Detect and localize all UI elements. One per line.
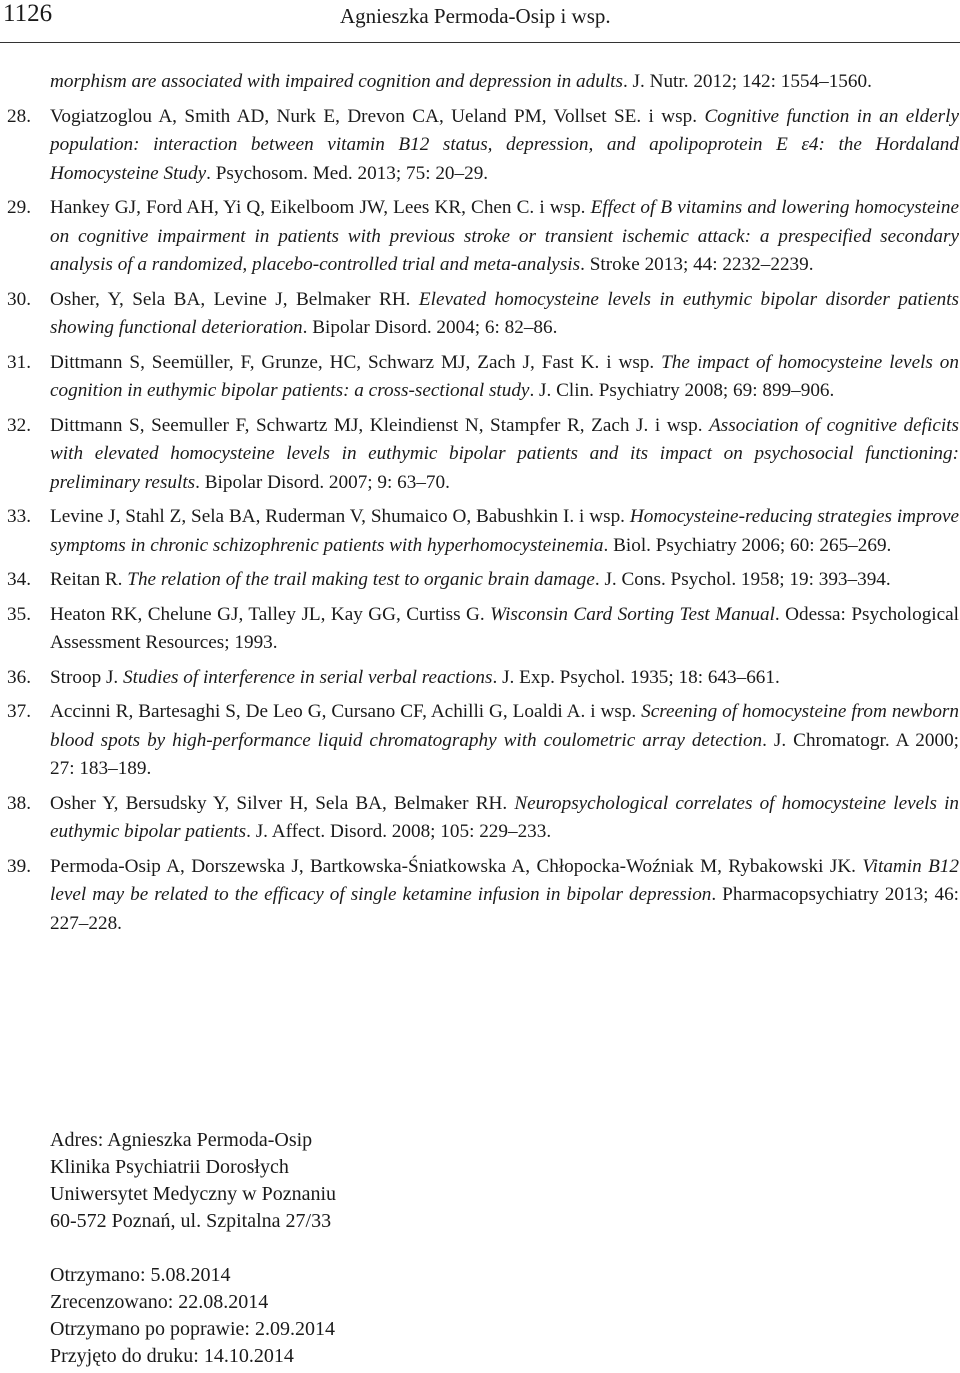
reference-number: 35.: [7, 603, 31, 625]
reference-title: Homocysteine-reducing strategies improve symptoms in chronic schizophrenic patients with hyperhomocysteinemia: [50, 506, 959, 556]
reference-source: . Psychosom. Med. 2013; 75: 20–29.: [206, 162, 489, 184]
reference-authors: Reitan R.: [50, 569, 128, 590]
reference-source: . Pharmacopsychiatry 2013; 46: 227–228.: [50, 884, 959, 934]
date-revised: Otrzymano po poprawie: 2.09.2014: [50, 1318, 335, 1340]
reference-number: 32.: [7, 414, 31, 436]
running-head: Agnieszka Permoda-Osip i wsp.: [340, 4, 611, 28]
date-received: Otrzymano: 5.08.2014: [50, 1264, 231, 1286]
reference-authors: Levine J, Stahl Z, Sela BA, Ruderman V, Shumaico O, Babushkin I. i wsp.: [50, 506, 630, 527]
reference-authors: Osher Y, Bersudsky Y, Silver H, Sela BA, Belmaker RH.: [50, 792, 515, 814]
reference-title: Elevated homocysteine levels in euthymic bipolar disorder patients showing functional deterioration: [50, 288, 959, 338]
reference-number: 37.: [7, 701, 31, 722]
reference-item: [7, 349, 959, 406]
reference-authors: Stroop J.: [50, 666, 124, 688]
publication-dates: [50, 1262, 335, 1370]
reference-item: [7, 103, 959, 189]
reference-authors: Dittmann S, Seemüller, F, Grunze, HC, Schwarz MJ, Zach J, Fast K. i wsp.: [50, 351, 662, 373]
reference-source: . J. Nutr. 2012; 142: 1554–1560.: [622, 71, 872, 92]
reference-item: [7, 664, 959, 693]
page-header: [0, 0, 960, 43]
reference-title: Cognitive function in an elderly population: interaction between vitamin B12 status, depression, and apolipoprotein E ε4: the Hordaland Homocysteine Study: [50, 105, 959, 184]
reference-source: . Biol. Psychiatry 2006; 60: 265–269.: [603, 534, 892, 556]
reference-title: Effect of B vitamins and lowering homocysteine on cognitive impairment in patients with previous stroke or transient ischemic attack: a prespecified secondary analysis of a randomized, placebo-controlled trial and meta-analysis: [50, 197, 959, 275]
reference-number: 38.: [7, 792, 31, 814]
reference-number: 28.: [7, 105, 31, 127]
reference-item: [7, 412, 959, 498]
reference-item: [7, 601, 959, 658]
reference-source: . J. Cons. Psychol. 1958; 19: 393–394.: [594, 569, 891, 590]
reference-authors: Dittmann S, Seemuller F, Schwartz MJ, Kleindienst N, Stampfer R, Zach J. i wsp.: [50, 414, 710, 436]
reference-authors: Permoda-Osip A, Dorszewska J, Bartkowska-Śniatkowska A, Chłopocka-Woźniak M, Rybakowski JK.: [50, 855, 863, 877]
reference-item: [7, 68, 959, 97]
reference-number: 36.: [7, 666, 31, 688]
address-line: Klinika Psychiatrii Dorosłych: [50, 1156, 289, 1178]
reference-source: . Bipolar Disord. 2007; 9: 63–70.: [195, 471, 450, 493]
reference-title: Studies of interference in serial verbal reactions: [123, 666, 493, 688]
reference-authors: Heaton RK, Chelune GJ, Talley JL, Kay GG, Curtiss G.: [50, 603, 491, 625]
reference-number: 31.: [7, 351, 31, 373]
reference-number: 29.: [7, 197, 31, 218]
reference-source: . J. Exp. Psychol. 1935; 18: 643–661.: [492, 666, 780, 688]
date-reviewed: Zrecenzowano: 22.08.2014: [50, 1291, 269, 1313]
reference-title: morphism are associated with impaired cognition and depression in adults: [50, 71, 623, 92]
reference-number: 39.: [7, 855, 31, 877]
page-number: 1126: [3, 0, 53, 27]
reference-source: . Stroke 2013; 44: 2232–2239.: [580, 254, 814, 275]
reference-number: 30.: [7, 288, 31, 310]
reference-title: Neuropsychological correlates of homocysteine levels in euthymic bipolar patients: [50, 792, 959, 842]
reference-title: The impact of homocysteine levels on cognition in euthymic bipolar patients: a cross-sectional study: [50, 351, 959, 401]
address-line: 60-572 Poznań, ul. Szpitalna 27/33: [50, 1210, 332, 1232]
reference-item: [7, 853, 959, 939]
date-accepted: Przyjęto do druku: 14.10.2014: [50, 1345, 294, 1367]
reference-list: [7, 68, 959, 944]
reference-authors: Vogiatzoglou A, Smith AD, Nurk E, Drevon CA, Ueland PM, Vollset SE. i wsp.: [50, 105, 705, 127]
reference-authors: Hankey GJ, Ford AH, Yi Q, Eikelboom JW, Lees KR, Chen C. i wsp.: [50, 197, 591, 218]
reference-title: Association of cognitive deficits with elevated homocysteine levels in euthymic bipolar patients and its impact on psychosocial functioning: preliminary results: [50, 414, 959, 493]
reference-source: . J. Clin. Psychiatry 2008; 69: 899–906.: [529, 380, 835, 401]
reference-title: Vitamin B12 level may be related to the efficacy of single ketamine infusion in bipolar depression: [50, 855, 959, 905]
address-line: Adres: Agnieszka Permoda-Osip: [50, 1129, 313, 1151]
reference-item: [7, 698, 959, 784]
reference-item: [7, 790, 959, 847]
reference-title: Screening of homocysteine from newborn blood spots by high-performance liquid chromatography with coulometric array detection: [50, 701, 959, 751]
reference-source: . J. Chromatogr. A 2000; 27: 183–189.: [50, 729, 959, 779]
address-line: Uniwersytet Medyczny w Poznaniu: [50, 1183, 337, 1205]
correspondence-address: [50, 1127, 336, 1235]
reference-source: . Odessa: Psychological Assessment Resources; 1993.: [50, 603, 959, 653]
reference-authors: Osher, Y, Sela BA, Levine J, Belmaker RH.: [50, 288, 419, 310]
reference-item: [7, 503, 959, 560]
reference-item: [7, 566, 959, 595]
reference-item: [7, 194, 959, 280]
reference-number: 34.: [7, 569, 31, 590]
reference-item: [7, 286, 959, 343]
reference-number: 33.: [7, 506, 31, 527]
reference-title: The relation of the trail making test to organic brain damage: [127, 569, 595, 590]
reference-source: . J. Affect. Disord. 2008; 105: 229–233.: [246, 821, 552, 842]
reference-title: Wisconsin Card Sorting Test Manual: [490, 603, 775, 625]
reference-authors: Accinni R, Bartesaghi S, De Leo G, Cursano CF, Achilli G, Loaldi A. i wsp.: [50, 701, 642, 722]
reference-source: . Bipolar Disord. 2004; 6: 82–86.: [302, 317, 558, 338]
